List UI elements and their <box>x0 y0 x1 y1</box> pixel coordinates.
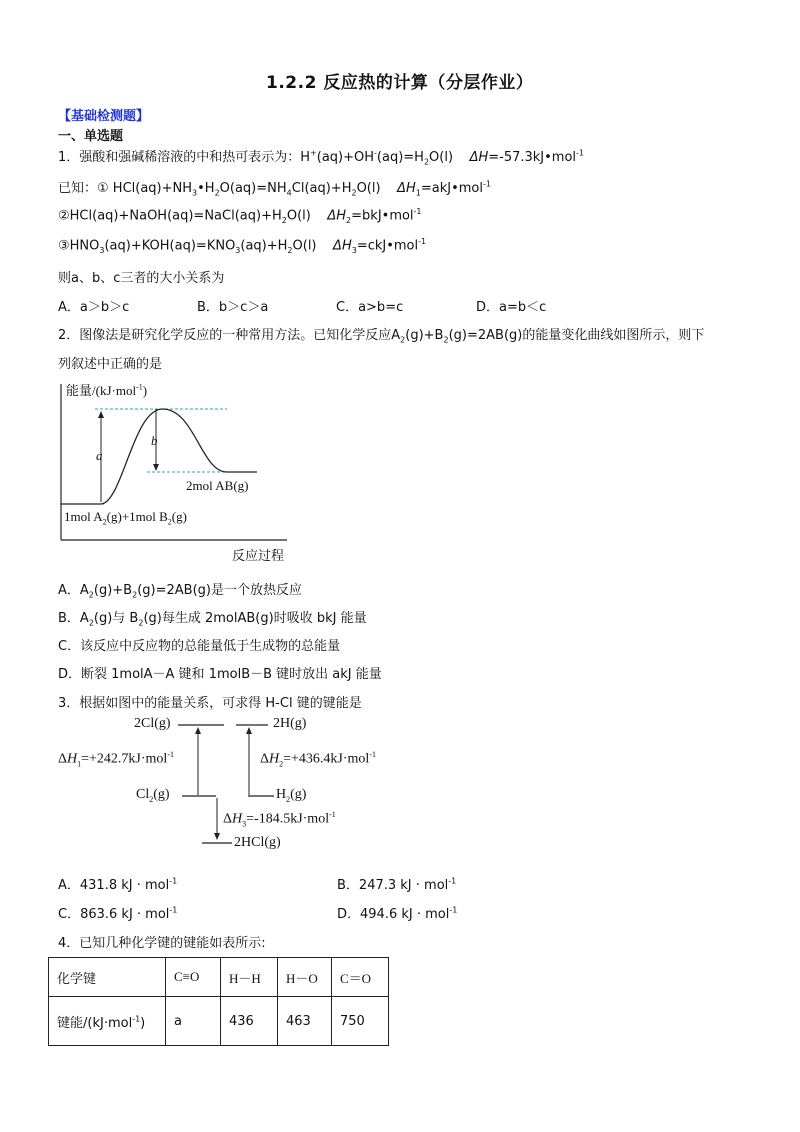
q2-stem-line2: 列叙述中正确的是 <box>58 357 163 372</box>
bond-energy-cycle-diagram <box>150 715 310 855</box>
arrow-dh3-head <box>214 833 220 840</box>
label-dh2: $\Delta H_2=+436.4kJ\cdot mol^{-1}$ <box>260 750 376 769</box>
q3-option-a[interactable]: A．431.8 kJ · mol$^{-1}$ <box>58 876 178 893</box>
arrow-dh2-head <box>246 727 252 734</box>
label-h2: $H_2(g)$ <box>276 787 307 804</box>
label-2cl: 2Cl(g) <box>134 716 171 731</box>
q1-option-c[interactable]: C．a>b=c <box>336 300 404 315</box>
q3-option-b[interactable]: B．247.3 kJ · mol$^{-1}$ <box>337 876 457 893</box>
q1-option-a[interactable]: A．a＞b＞c <box>58 300 130 315</box>
q2-option-c[interactable]: C．该反应中反应物的总能量低于生成物的总能量 <box>58 639 341 654</box>
label-a: a <box>96 448 103 463</box>
table-cell: 463 <box>278 997 332 1046</box>
table-cell: a <box>166 997 221 1046</box>
arrow-a-head <box>98 411 104 418</box>
q1-stem: 1．强酸和强碱稀溶液的中和热可表示为：$H^+(aq)+OH^-(aq)=H_2O(l)$ ΔH=-57.3kJ•mol$^{-1}$ <box>58 148 585 167</box>
label-b: b <box>151 433 158 448</box>
q1-eq3: $③HNO_3(aq)+KOH(aq)=KNO_3(aq)+H_2O(l)$ $\Delta H_3=ckJ•mol^{-1}$ <box>58 237 427 255</box>
q1-eq1: 已知：① $HCl(aq)+NH_3•H_2O(aq)=NH_4Cl(aq)+H_2O(l)$ $\Delta H_1=akJ•mol^{-1}$ <box>58 179 491 198</box>
table-header-cell: C＝O <box>332 958 389 997</box>
table-header-cell: H－O <box>278 958 332 997</box>
part-heading: 一、单选题 <box>58 129 124 144</box>
section-label: 【基础检测题】 <box>58 109 150 124</box>
label-2h: 2H(g) <box>273 716 307 731</box>
arrow-dh1-head <box>195 727 201 734</box>
table-header-cell: H－H <box>221 958 278 997</box>
table-header-cell: C≡O <box>166 958 221 997</box>
table-header-cell: 化学键 <box>49 958 166 997</box>
table-row <box>49 997 389 1046</box>
q2-option-a[interactable]: A．$A_2(g)+B_2(g)=2AB(g)$是一个放热反应 <box>58 583 302 600</box>
product-label: 2mol AB(g) <box>186 478 249 493</box>
table-cell: 750 <box>332 997 389 1046</box>
q3-option-d[interactable]: D．494.6 kJ · mol$^{-1}$ <box>337 905 458 922</box>
x-axis-label: 反应过程 <box>232 549 285 564</box>
label-cl2: $Cl_2(g)$ <box>136 787 170 804</box>
q3-stem: 3．根据如图中的能量关系，可求得 H-Cl 键的键能是 <box>58 696 362 711</box>
table-row-label: 键能/(kJ·mol$^{-1}$) <box>49 997 166 1046</box>
reactant-label: 1mol $A_2(g)+1mol$ $B_2(g)$ <box>64 509 187 527</box>
bond-energy-table <box>48 957 389 1046</box>
q2-option-d[interactable]: D．断裂 1molA－A 键和 1molB－B 键时放出 akJ 能量 <box>58 667 382 682</box>
q2-option-b[interactable]: B．$A_2(g)$与 $B_2(g)$每生成 2molAB(g)时吸收 bkJ 能量 <box>58 611 367 628</box>
page-title: 1.2.2 反应热的计算（分层作业） <box>266 73 534 93</box>
label-2hcl: 2HCl(g) <box>234 835 281 850</box>
arrow-b-head <box>153 464 159 471</box>
q1-option-b[interactable]: B．b＞c＞a <box>197 300 269 315</box>
energy-profile-diagram <box>55 378 315 563</box>
q4-stem: 4．已知几种化学键的键能如表所示: <box>58 936 266 951</box>
table-cell: 436 <box>221 997 278 1046</box>
q2-stem-line1: 2．图像法是研究化学反应的一种常用方法。已知化学反应$A_2(g)+B_2(g)=2AB(g)$的能量变化曲线如图所示，则下 <box>58 328 705 345</box>
label-dh3: $\Delta H_3=-184.5kJ\cdot mol^{-1}$ <box>223 810 336 829</box>
q3-option-c[interactable]: C．863.6 kJ · mol$^{-1}$ <box>58 905 178 922</box>
q1-question: 则a、b、c三者的大小关系为 <box>58 271 225 286</box>
y-axis-label: 能量/(kJ·mol$^{-1}$) <box>66 382 148 398</box>
label-dh1: $\Delta H_1=+242.7kJ\cdot mol^{-1}$ <box>58 750 174 769</box>
q1-eq2: $②HCl(aq)+NaOH(aq)=NaCl(aq)+H_2O(l)$ $\Delta H_2=bkJ•mol^{-1}$ <box>58 207 422 225</box>
q1-option-d[interactable]: D．a=b＜c <box>476 300 547 315</box>
table-row <box>49 958 389 997</box>
